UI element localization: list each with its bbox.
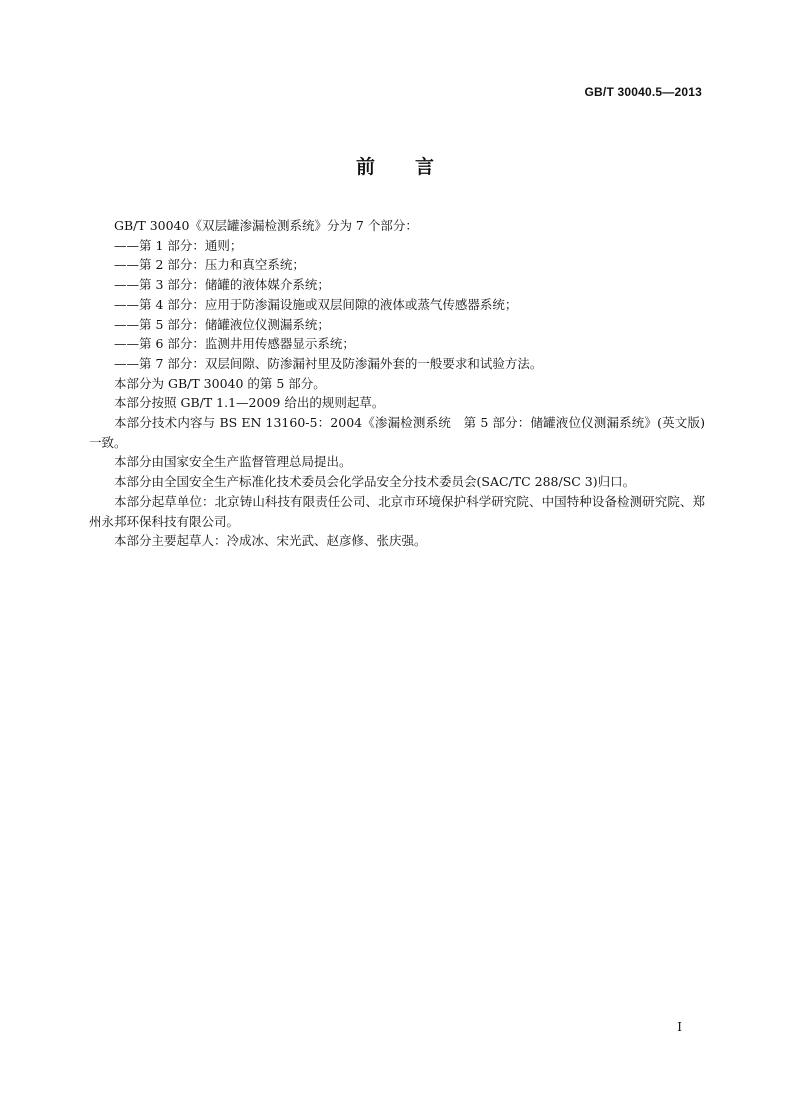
paragraph-drafters: 本部分主要起草人：冷成冰、宋光武、赵彦修、张庆强。	[114, 533, 427, 549]
paragraph-proposer: 本部分由国家安全生产监督管理总局提出。	[114, 454, 352, 470]
paragraph-part-statement: 本部分为 GB/T 30040 的第 5 部分。	[114, 375, 326, 391]
paragraph-drafting-units: 本部分起草单位：北京铸山科技有限责任公司、北京市环境保护科学研究院、中国特种设备检测研究院、郑州永邦环保科技有限公司。	[89, 493, 705, 529]
paragraph-intro: GB/T 30040《双层罐渗漏检测系统》分为 7 个部分：	[114, 218, 418, 233]
list-item-part-2: ——第 2 部分：压力和真空系统；	[114, 257, 305, 273]
paragraph-technical-equivalence: 本部分技术内容与 BS EN 13160-5：2004《渗漏检测系统 第 5 部分：储罐液位仪测漏系统》(英文版)一致。	[89, 415, 705, 450]
list-item-part-7: ——第 7 部分：双层间隙、防渗漏衬里及防渗漏外套的一般要求和试验方法。	[114, 355, 543, 371]
paragraph-committee: 本部分由全国安全生产标准化技术委员会化学品安全分技术委员会(SAC/TC 288/SC 3)归口。	[114, 474, 636, 490]
paragraph-drafting-rules: 本部分按照 GB/T 1.1—2009 给出的规则起草。	[114, 395, 385, 411]
foreword-body	[89, 216, 705, 551]
standard-code: GB/T 30040.5—2013	[584, 85, 702, 99]
page-title	[0, 152, 792, 179]
list-item-part-4: ——第 4 部分：应用于防渗漏设施或双层间隙的液体或蒸气传感器系统；	[114, 296, 518, 312]
list-item-part-6: ——第 6 部分：监测井用传感器显示系统；	[114, 336, 355, 352]
page-number: I	[677, 1020, 682, 1034]
title-char-1: 前	[355, 156, 377, 178]
list-item-part-1: ——第 1 部分：通则；	[114, 237, 243, 253]
list-item-part-5: ——第 5 部分：储罐液位仪测漏系统；	[114, 316, 330, 332]
title-char-2: 言	[415, 156, 437, 178]
list-item-part-3: ——第 3 部分：储罐的液体媒介系统；	[114, 277, 330, 293]
